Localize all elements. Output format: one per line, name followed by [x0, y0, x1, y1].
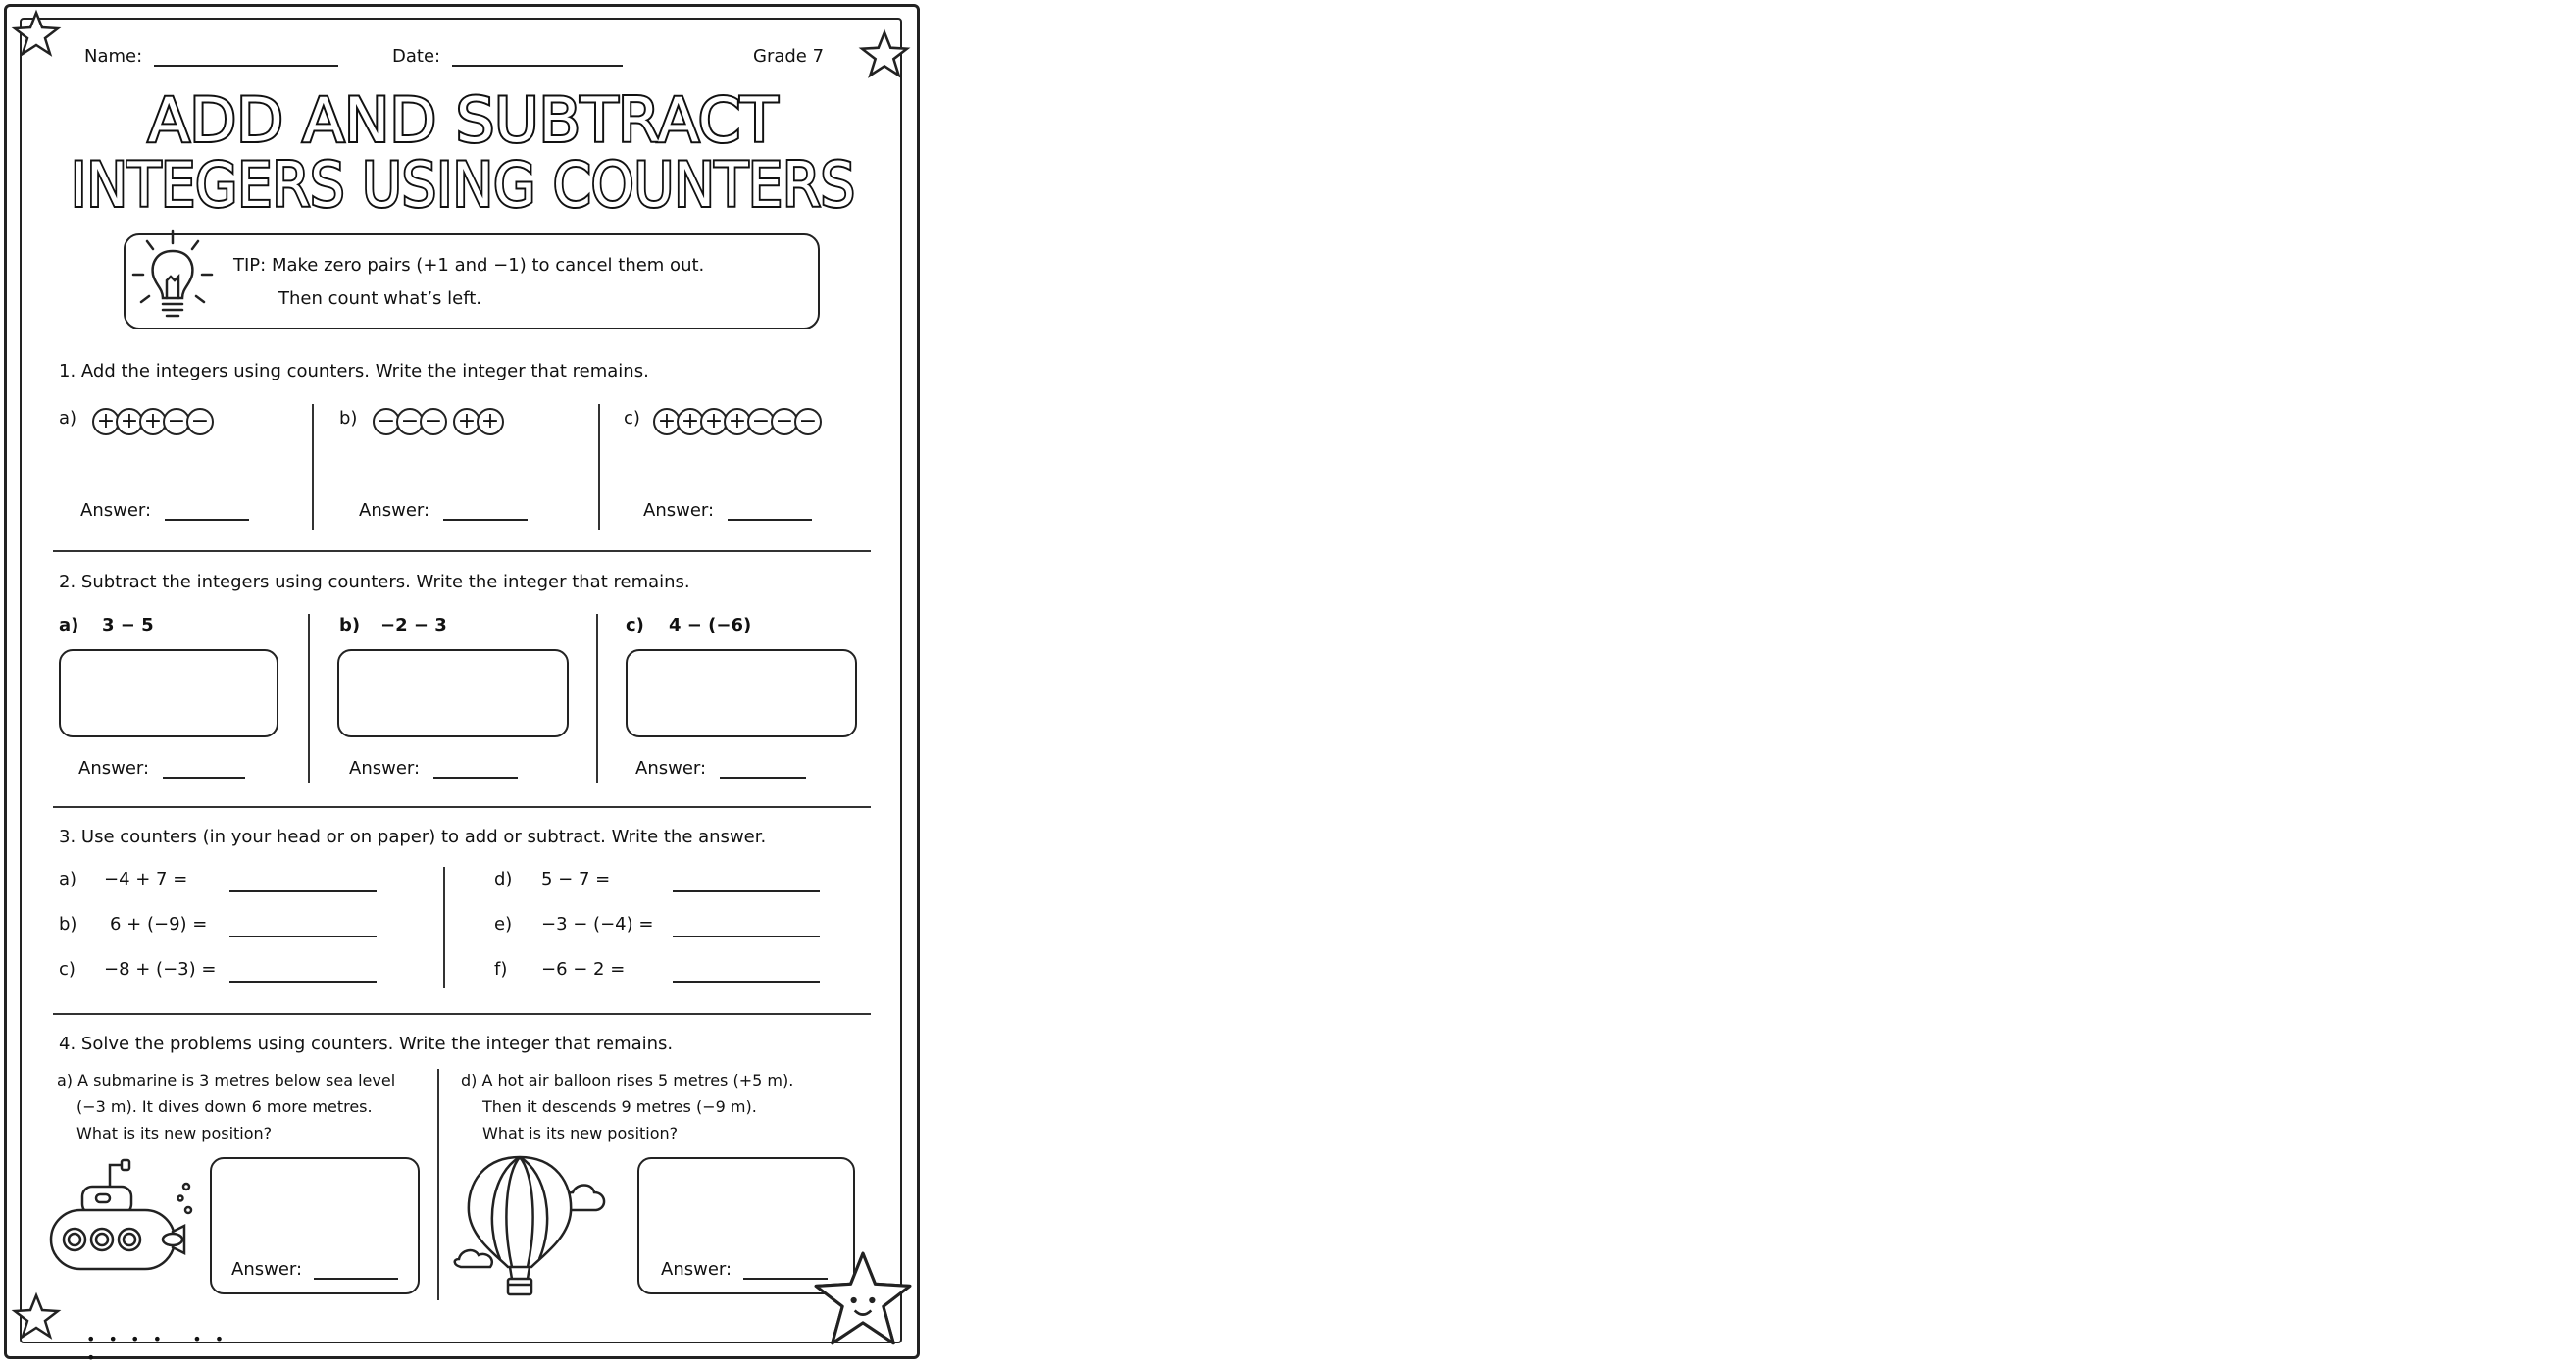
- answer-blank[interactable]: [163, 759, 245, 779]
- tip-line1: TIP: Make zero pairs (+1 and −1) to cancel them out.: [233, 255, 705, 276]
- answer-1b: [359, 500, 528, 521]
- expression: −4 + 7 =: [104, 869, 188, 889]
- expression: 6 + (−9) =: [110, 914, 208, 935]
- expression: −6 − 2 =: [541, 959, 626, 980]
- name-blank[interactable]: [154, 47, 338, 67]
- answer-label: Answer:: [231, 1259, 303, 1280]
- answer-label: Answer:: [643, 500, 715, 521]
- star-icon: [12, 1292, 61, 1342]
- work-box[interactable]: [337, 649, 569, 737]
- positive-counter: +: [116, 408, 143, 435]
- title-line2: INTEGERS USING COUNTERS: [71, 149, 855, 221]
- negative-counter: −: [420, 408, 447, 435]
- expression: 4 − (−6): [669, 615, 752, 635]
- expression: −3 − (−4) =: [541, 914, 654, 935]
- counter-row-c: [653, 408, 818, 435]
- answer-4a: [231, 1259, 398, 1280]
- positive-counter: +: [477, 408, 504, 435]
- column-divider: [437, 1069, 439, 1300]
- answer-blank[interactable]: [673, 963, 820, 983]
- section4-instruction: 4. Solve the problems using counters. Write the integer that remains.: [59, 1034, 674, 1054]
- answer-blank[interactable]: [165, 501, 249, 521]
- answer-label: Answer:: [78, 758, 150, 779]
- problem-a-line3: What is its new position?: [76, 1124, 273, 1142]
- answer-4d: [661, 1259, 828, 1280]
- answer-2a: [78, 758, 245, 779]
- positive-counter: +: [677, 408, 704, 435]
- positive-counter: +: [453, 408, 480, 435]
- counter-row-a: [92, 408, 210, 435]
- expression: 5 − 7 =: [541, 869, 611, 889]
- answer-2b: [349, 758, 518, 779]
- item-label: c): [59, 959, 76, 980]
- grade-label: Grade 7: [753, 46, 825, 67]
- item-label: b): [59, 914, 77, 935]
- date-blank[interactable]: [452, 47, 623, 67]
- work-box[interactable]: [626, 649, 857, 737]
- item-label: b): [339, 615, 361, 635]
- smiling-star-icon: [812, 1249, 914, 1351]
- section1-instruction: 1. Add the integers using counters. Write the integer that remains.: [59, 361, 649, 381]
- answer-blank[interactable]: [673, 918, 820, 937]
- column-divider: [308, 614, 310, 783]
- answer-label: Answer:: [661, 1259, 732, 1280]
- negative-counter: −: [747, 408, 775, 435]
- item-label: a): [59, 869, 77, 889]
- answer-blank[interactable]: [673, 873, 820, 892]
- answer-blank[interactable]: [229, 963, 377, 983]
- negative-counter: −: [794, 408, 822, 435]
- negative-counter: −: [771, 408, 798, 435]
- section2-instruction: 2. Subtract the integers using counters. Write the integer that remains.: [59, 572, 690, 592]
- answer-2c: [635, 758, 806, 779]
- answer-label: Answer:: [80, 500, 152, 521]
- item-label: b): [339, 408, 358, 429]
- positive-counter: +: [724, 408, 751, 435]
- positive-counter: +: [653, 408, 681, 435]
- problem-a-line1: a) A submarine is 3 metres below sea level: [57, 1071, 396, 1089]
- negative-counter: −: [373, 408, 400, 435]
- tip-line2: Then count what’s left.: [278, 288, 482, 309]
- negative-counter: −: [396, 408, 424, 435]
- column-divider: [312, 404, 314, 530]
- item-label: c): [626, 615, 644, 635]
- problem-d-line2: Then it descends 9 metres (−9 m).: [482, 1097, 757, 1116]
- star-icon: [859, 29, 910, 80]
- answer-label: Answer:: [635, 758, 707, 779]
- item-label: a): [59, 408, 77, 429]
- column-divider: [443, 867, 445, 988]
- problem-d-line3: What is its new position?: [482, 1124, 679, 1142]
- submarine-icon: [45, 1157, 202, 1285]
- answer-blank[interactable]: [443, 501, 528, 521]
- section3-instruction: 3. Use counters (in your head or on paper) to add or subtract. Write the answer.: [59, 827, 767, 847]
- answer-blank[interactable]: [720, 759, 806, 779]
- section-divider: [53, 550, 871, 552]
- item-label: a): [59, 615, 79, 635]
- answer-blank[interactable]: [433, 759, 518, 779]
- answer-label: Answer:: [359, 500, 430, 521]
- answer-label: Answer:: [349, 758, 421, 779]
- name-field: [84, 46, 338, 67]
- answer-blank[interactable]: [728, 501, 812, 521]
- column-divider: [596, 614, 598, 783]
- answer-blank[interactable]: [229, 918, 377, 937]
- date-label: Date:: [392, 46, 441, 67]
- page-title: [39, 84, 886, 221]
- item-label: e): [494, 914, 513, 935]
- item-label: c): [624, 408, 640, 429]
- expression: −2 − 3: [380, 615, 447, 635]
- expression: −8 + (−3) =: [104, 959, 217, 980]
- positive-counter: +: [139, 408, 167, 435]
- positive-counter: +: [92, 408, 120, 435]
- date-field: [392, 46, 623, 67]
- negative-counter: −: [186, 408, 214, 435]
- answer-blank[interactable]: [229, 873, 377, 892]
- hot-air-balloon-icon: [449, 1153, 618, 1300]
- answer-blank[interactable]: [314, 1260, 398, 1280]
- decorative-dots: • • • • • • •: [86, 1330, 2576, 1367]
- problem-a-line2: (−3 m). It dives down 6 more metres.: [76, 1097, 373, 1116]
- answer-1c: [643, 500, 812, 521]
- answer-1a: [80, 500, 249, 521]
- problem-d-line1: d) A hot air balloon rises 5 metres (+5 m).: [461, 1071, 794, 1089]
- title-line1: ADD AND SUBTRACT: [147, 84, 779, 156]
- section-divider: [53, 1013, 871, 1015]
- expression: 3 − 5: [102, 615, 154, 635]
- counter-row-b: [373, 408, 500, 435]
- column-divider: [598, 404, 600, 530]
- item-label: f): [494, 959, 508, 980]
- item-label: d): [494, 869, 513, 889]
- star-icon: [12, 10, 61, 59]
- name-label: Name:: [84, 46, 143, 67]
- work-box[interactable]: [59, 649, 278, 737]
- section-divider: [53, 806, 871, 808]
- negative-counter: −: [163, 408, 190, 435]
- lightbulb-icon: [126, 228, 220, 326]
- positive-counter: +: [700, 408, 728, 435]
